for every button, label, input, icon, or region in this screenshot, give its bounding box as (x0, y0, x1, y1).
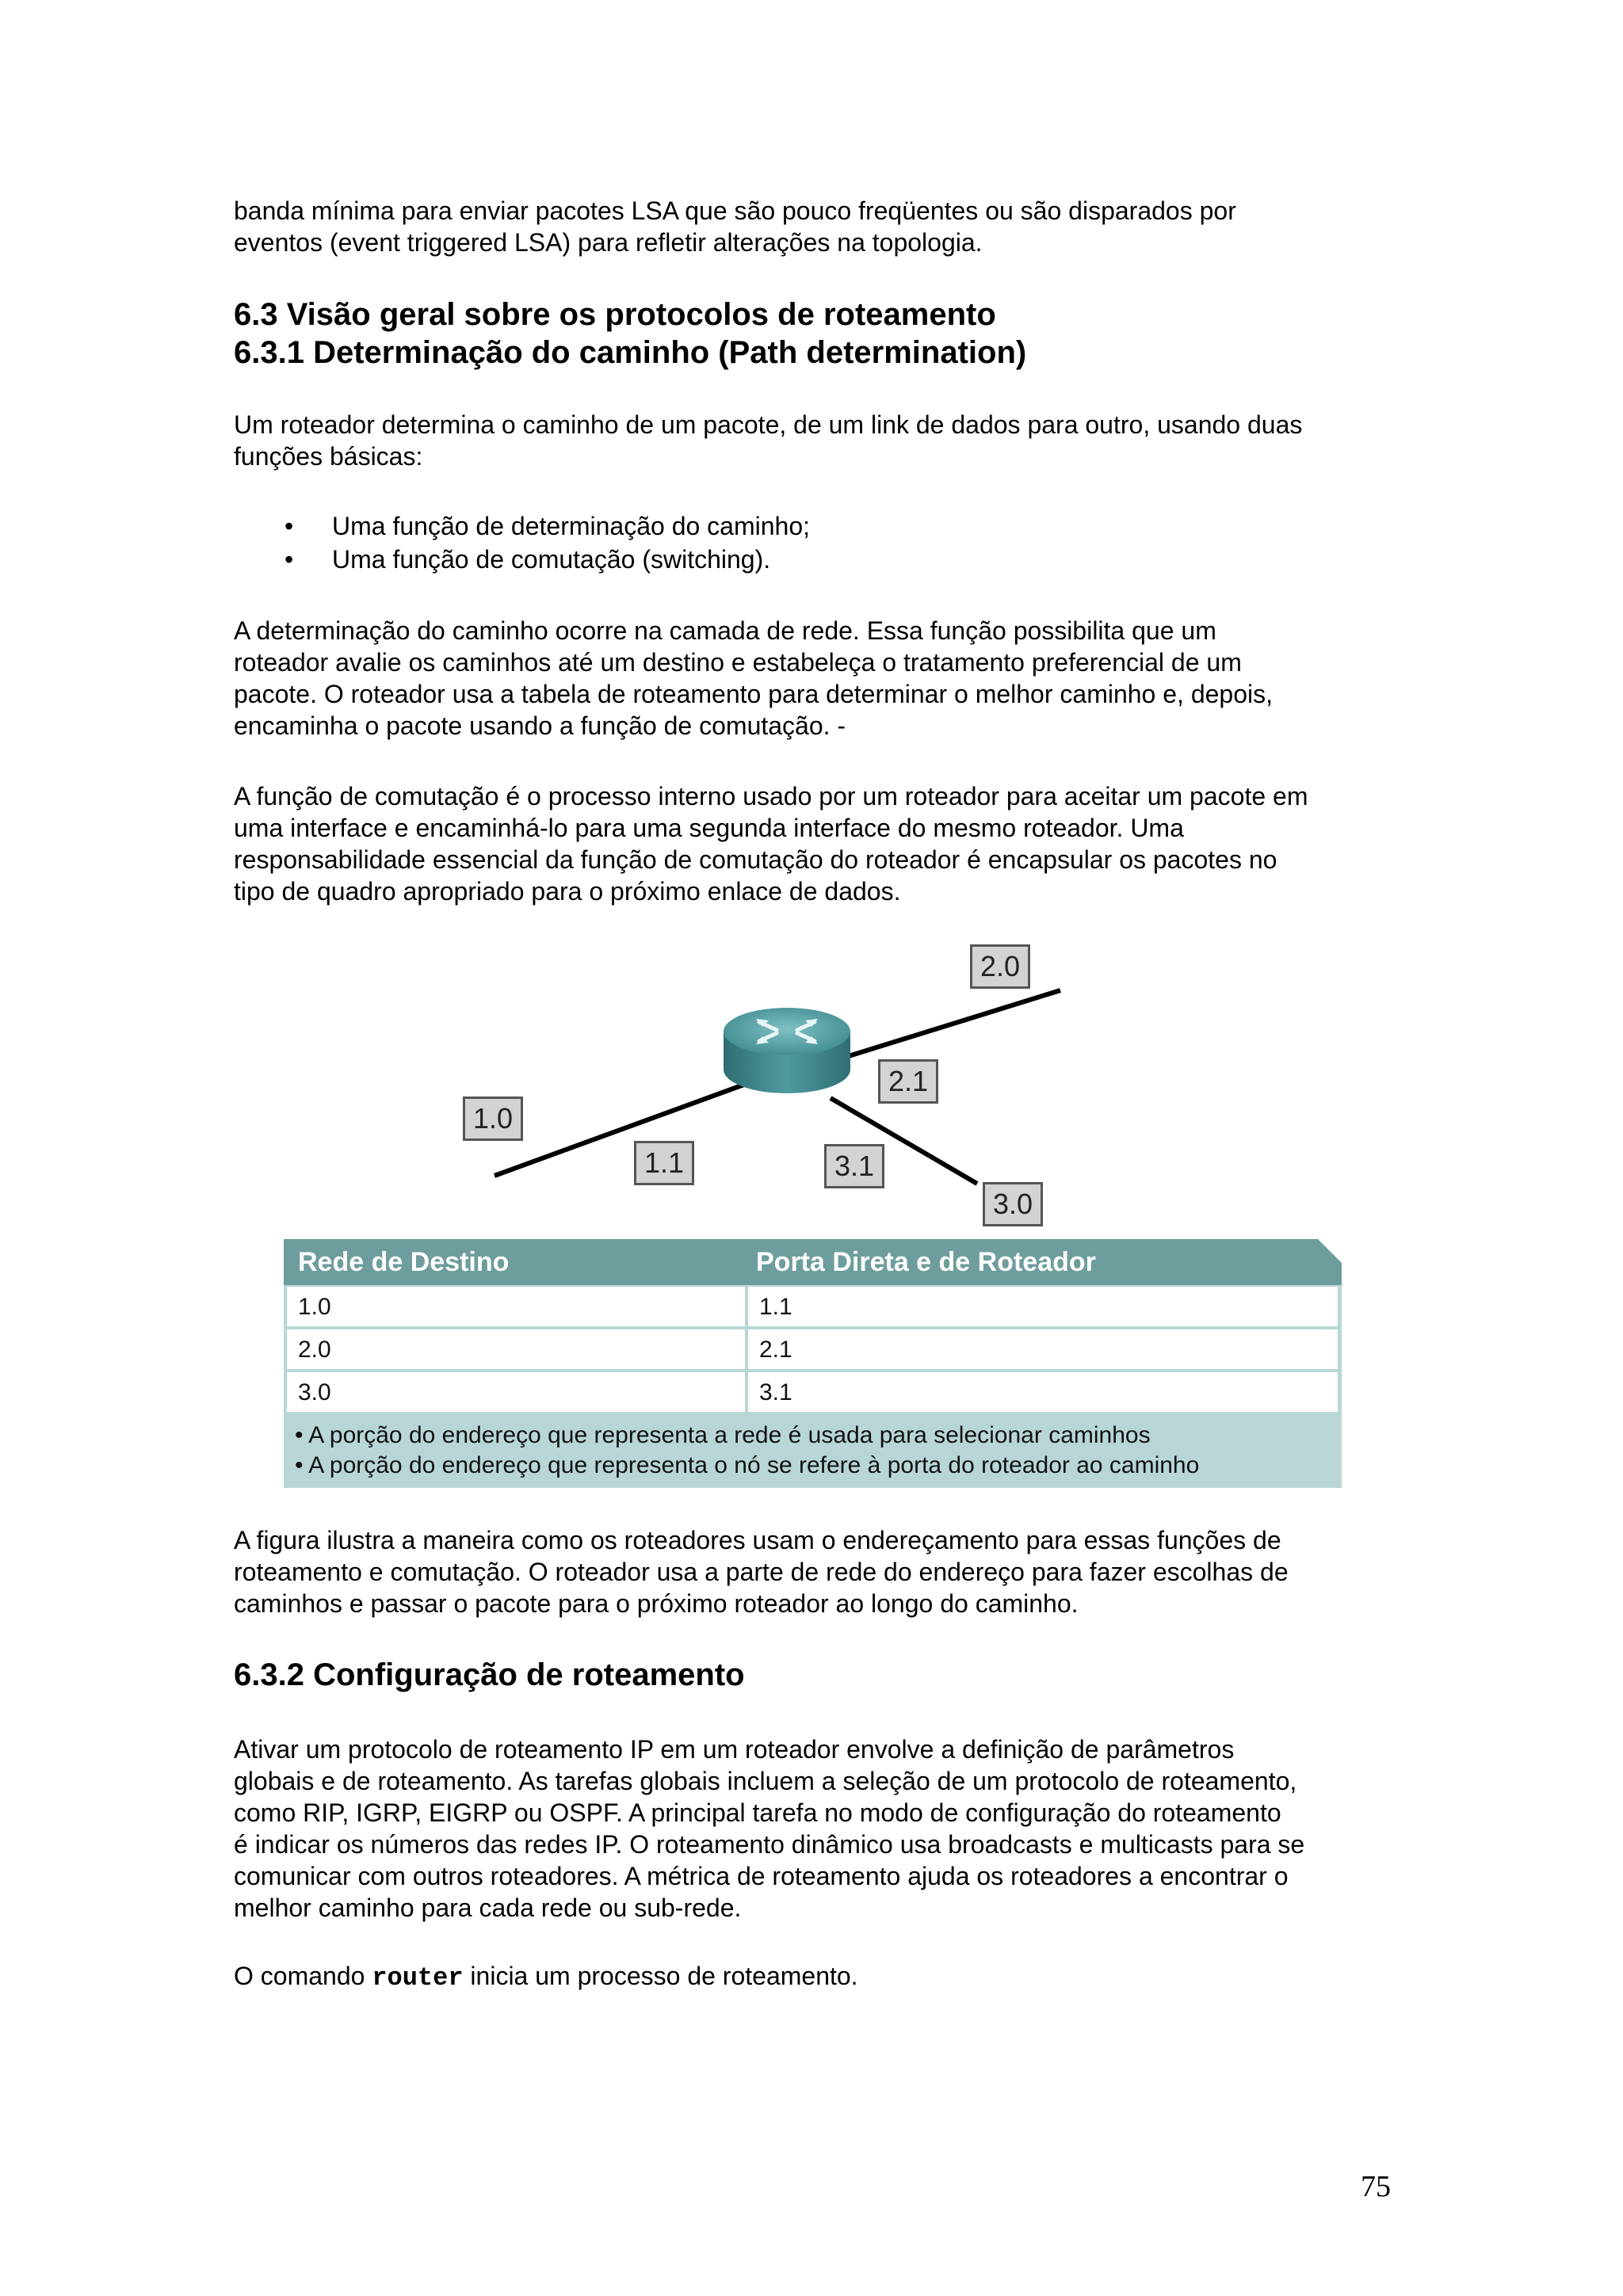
list-item-text: Uma função de determinação do caminho; (332, 512, 811, 540)
paragraph-figure-description (234, 1524, 1407, 1619)
text-line: como RIP, IGRP, EIGRP ou OSPF. A principal tarefa no modo de configuração do roteamento (234, 1798, 1281, 1827)
text-line: é indicar os números das redes IP. O roteamento dinâmico usa broadcasts e multicasts para se (234, 1830, 1305, 1859)
text-line: caminhos e passar o pacote para o próximo roteador ao longo do caminho. (234, 1589, 1079, 1618)
table-cell-destination: 1.0 (287, 1287, 745, 1326)
bullet-icon: • (285, 545, 294, 574)
text-line: banda mínima para enviar pacotes LSA que são pouco freqüentes ou são disparados por (234, 196, 1236, 225)
paragraph-basic-functions (234, 409, 1407, 472)
heading-6-3: 6.3 Visão geral sobre os protocolos de roteamento (234, 297, 996, 332)
section-heading-block (234, 296, 1407, 372)
note-bullet-icon: • (295, 1422, 304, 1448)
label-interface-2-1: 2.1 (878, 1059, 938, 1104)
table-note (295, 1421, 1151, 1450)
text-line: roteamento e comutação. O roteador usa a parte de rede do endereço para fazer escolhas de (234, 1558, 1289, 1586)
note-text: A porção do endereço que representa a rede é usada para selecionar caminhos (308, 1422, 1151, 1448)
paragraph-routing-configuration (234, 1733, 1407, 1924)
table-header (284, 1239, 1342, 1285)
paragraph-path-determination (234, 615, 1407, 742)
list-item (234, 543, 1407, 576)
header-port: Porta Direta e de Roteador (756, 1247, 1096, 1277)
text-line: pacote. O roteador usa a tabela de roteamento para determinar o melhor caminho e, depois, (234, 680, 1273, 708)
section-heading-6-3-2 (234, 1656, 1407, 1694)
text-line: eventos (event triggered LSA) para refletir alterações na topologia. (234, 228, 983, 257)
bullet-icon: • (285, 512, 294, 540)
heading-6-3-2: 6.3.2 Configuração de roteamento (234, 1657, 745, 1692)
note-text: A porção do endereço que representa o nó se refere à porta do roteador ao caminho (308, 1452, 1200, 1478)
routing-figure (284, 936, 1355, 1489)
header-destination: Rede de Destino (298, 1247, 510, 1277)
text-line: tipo de quadro apropriado para o próximo enlace de dados. (234, 877, 901, 906)
text-line: uma interface e encaminhá-lo para uma segunda interface do mesmo roteador. Uma (234, 814, 1184, 842)
heading-6-3-1: 6.3.1 Determinação do caminho (Path determination) (234, 335, 1027, 370)
text-line: melhor caminho para cada rede ou sub-rede. (234, 1894, 742, 1922)
list-item-text: Uma função de comutação (switching). (332, 545, 771, 574)
command-text-after: inicia um processo de roteamento. (463, 1962, 858, 1990)
table-cell-port: 2.1 (748, 1329, 1338, 1369)
text-line: comunicar com outros roteadores. A métrica de roteamento ajuda os roteadores a encontrar o (234, 1862, 1289, 1890)
text-line: funções básicas: (234, 442, 423, 471)
text-line: responsabilidade essencial da função de comutação do roteador é encapsular os pacotes no (234, 845, 1277, 874)
text-line: A função de comutação é o processo interno usado por um roteador para aceitar um pacote em (234, 782, 1308, 810)
text-line (234, 1960, 1407, 1994)
label-network-3-0: 3.0 (983, 1182, 1043, 1226)
table-cell-port: 3.1 (748, 1372, 1338, 1412)
label-interface-3-1: 3.1 (824, 1144, 884, 1188)
table-cell-port: 1.1 (748, 1287, 1338, 1326)
text-line: A determinação do caminho ocorre na camada de rede. Essa função possibilita que um (234, 616, 1216, 645)
text-line: Um roteador determina o caminho de um pacote, de um link de dados para outro, usando duas (234, 410, 1303, 439)
label-network-2-0: 2.0 (970, 944, 1030, 989)
list-item (234, 509, 1407, 543)
text-line: globais e de roteamento. As tarefas globais incluem a seleção de um protocolo de roteamento, (234, 1767, 1297, 1795)
function-list (234, 509, 1407, 576)
label-interface-1-1: 1.1 (634, 1141, 694, 1185)
paragraph-switching (234, 780, 1407, 907)
label-network-1-0: 1.0 (463, 1097, 523, 1141)
header-corner (1318, 1239, 1342, 1263)
text-line: A figura ilustra a maneira como os roteadores usam o endereçamento para essas funções de (234, 1526, 1281, 1554)
network-link-2 (838, 990, 1060, 1059)
network-diagram (284, 936, 1355, 1236)
table-cell-destination: 2.0 (287, 1329, 745, 1369)
table-body (284, 1285, 1342, 1488)
router-command: router (372, 1963, 464, 1993)
text-line: encaminha o pacote usando a função de comutação. - (234, 711, 846, 740)
network-link-1 (495, 1079, 759, 1176)
text-line: roteador avalie os caminhos até um destino e estabeleça o tratamento preferencial de um (234, 648, 1242, 677)
note-bullet-icon: • (295, 1452, 304, 1478)
table-cell-destination: 3.0 (287, 1372, 745, 1412)
router-icon (724, 1008, 850, 1093)
intro-paragraph (234, 195, 1407, 258)
paragraph-router-command (234, 1960, 1407, 1994)
command-text-before: O comando (234, 1962, 372, 1990)
table-note (295, 1451, 1199, 1480)
text-line: Ativar um protocolo de roteamento IP em um roteador envolve a definição de parâmetros (234, 1735, 1235, 1764)
page-number: 75 (1361, 2170, 1391, 2203)
